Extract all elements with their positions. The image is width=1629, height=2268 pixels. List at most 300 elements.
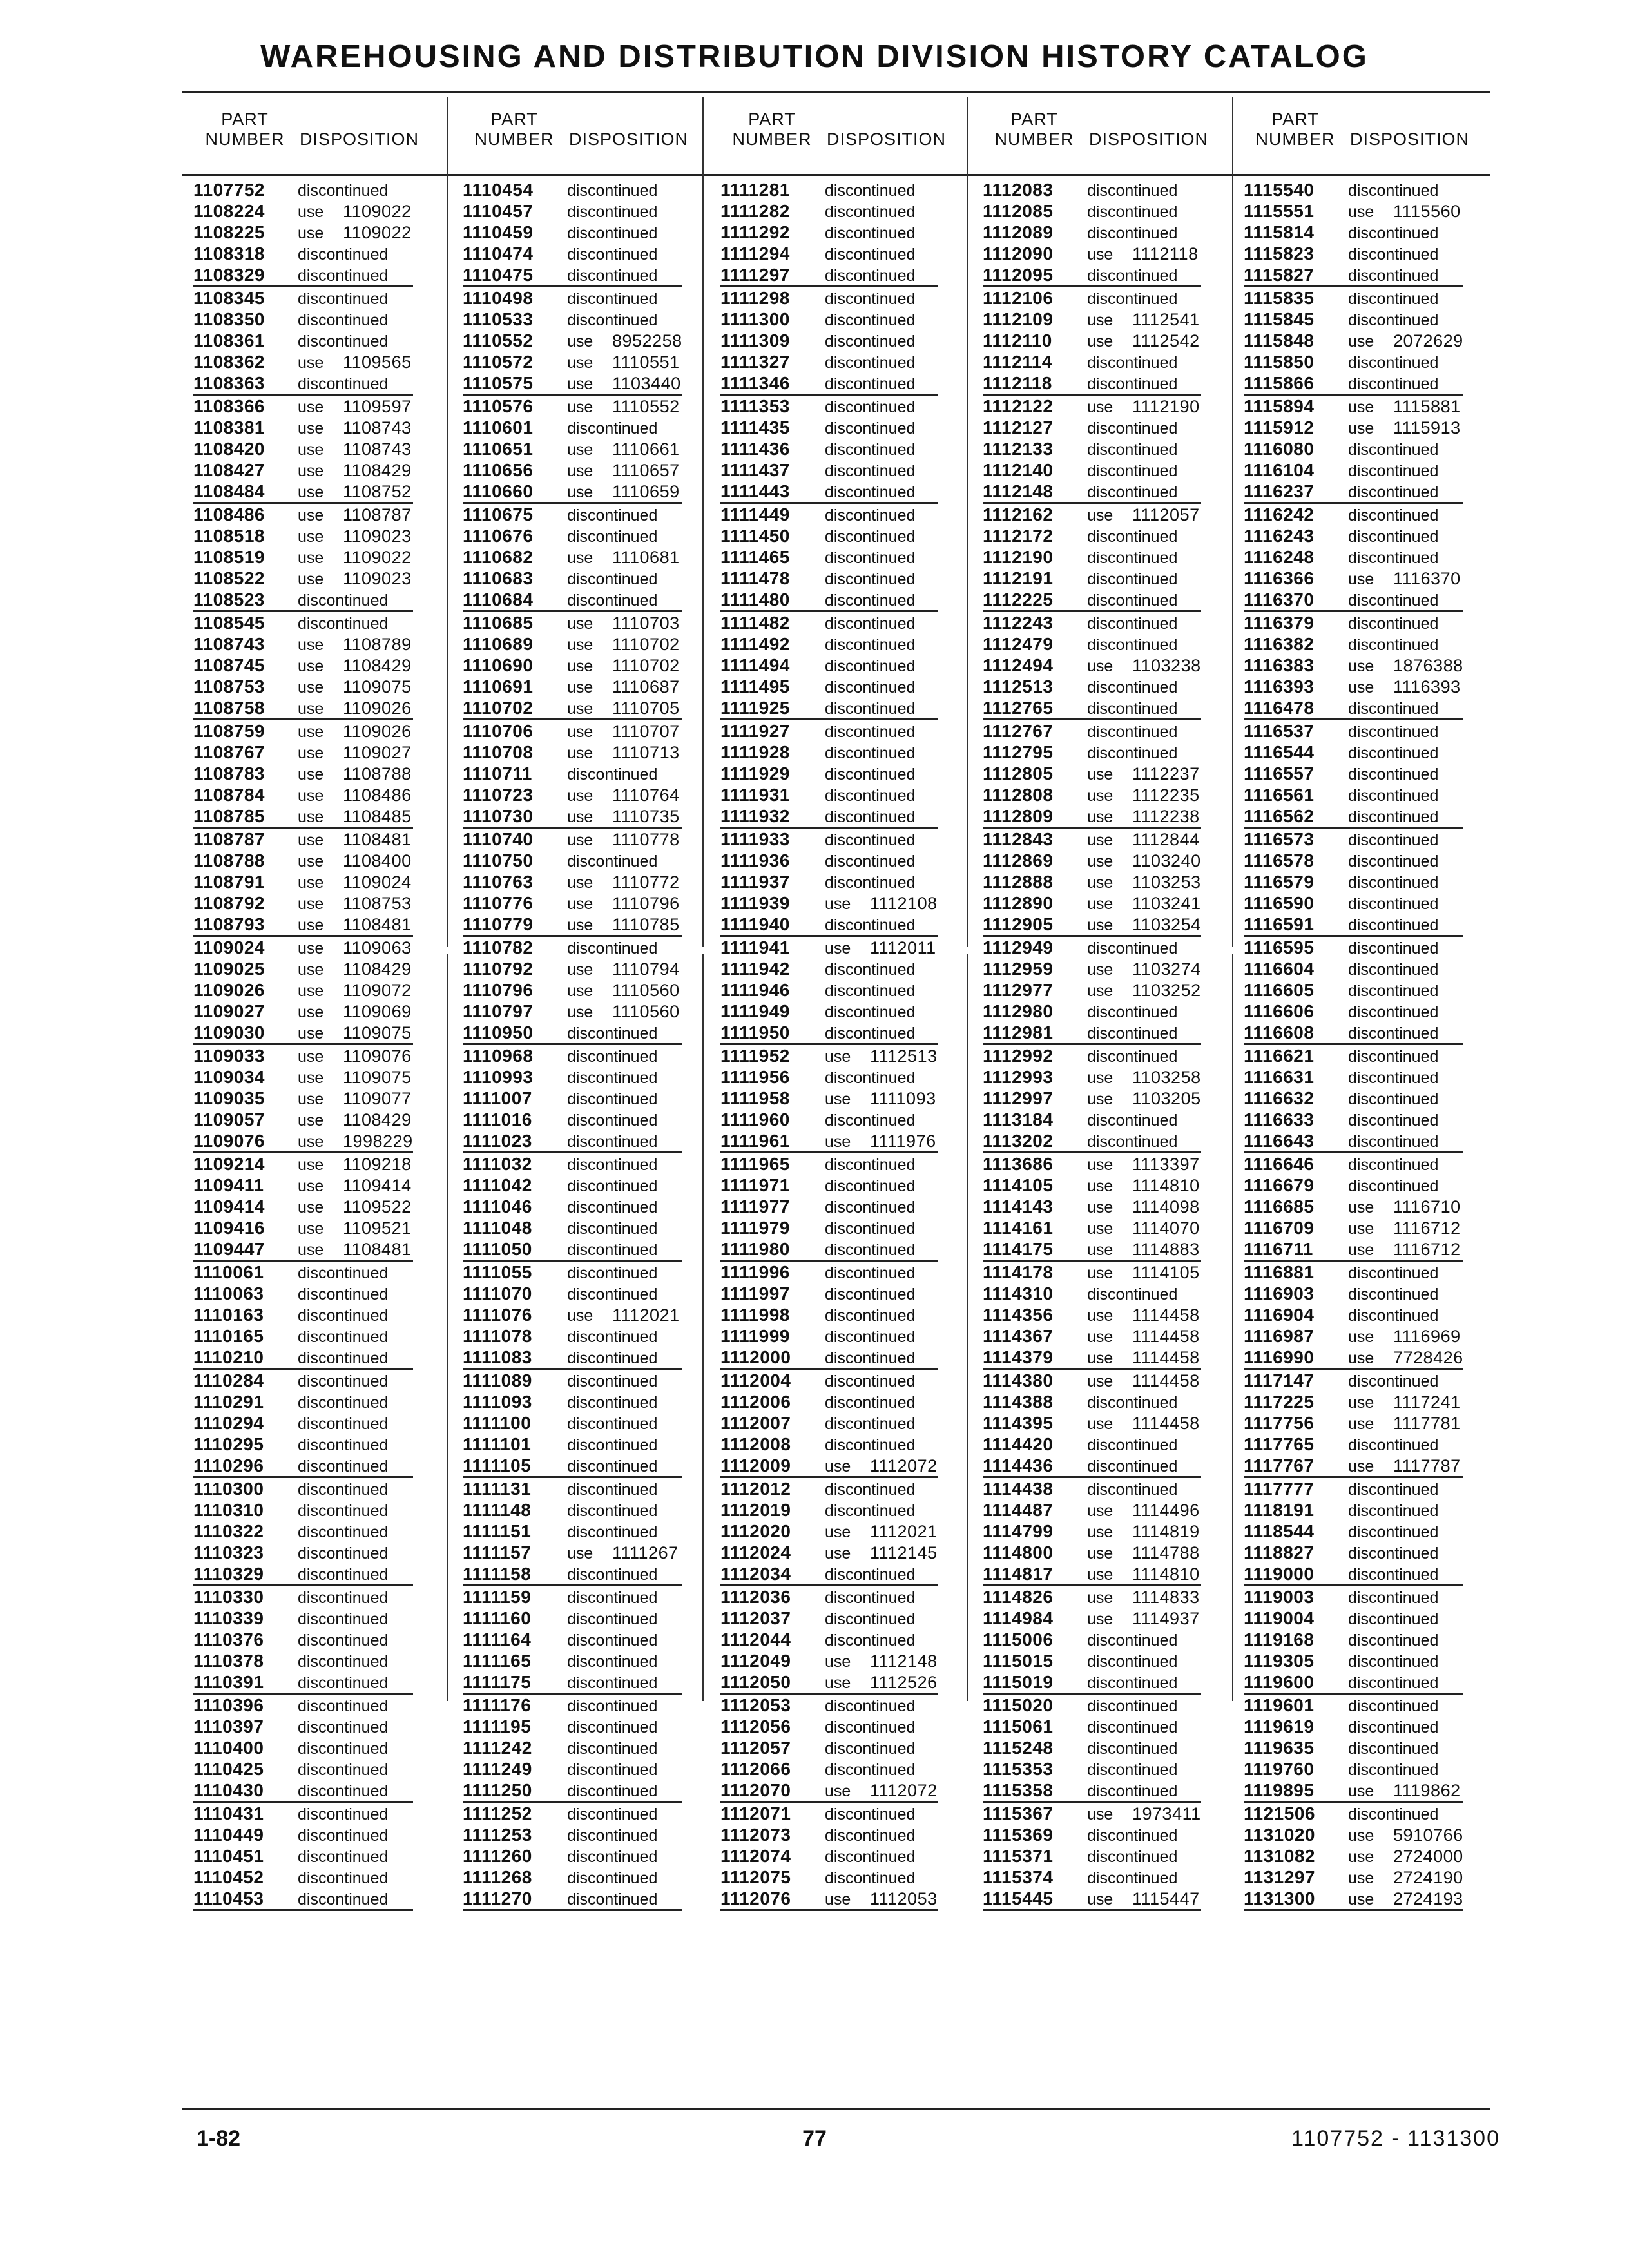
disposition: use xyxy=(1087,506,1113,524)
replacement-part: 1116712 xyxy=(1393,1240,1461,1259)
catalog-row xyxy=(983,892,1201,914)
catalog-row xyxy=(1244,396,1463,417)
disposition: discontinued xyxy=(825,787,916,805)
disposition: discontinued xyxy=(825,290,916,308)
part-number: 1112085 xyxy=(983,201,1054,221)
part-number: 1114487 xyxy=(983,1500,1054,1520)
catalog-row xyxy=(463,1716,682,1737)
part-number: 1131020 xyxy=(1244,1825,1315,1845)
catalog-row xyxy=(983,1370,1201,1391)
disposition: use xyxy=(298,916,324,934)
replacement-part: 1115560 xyxy=(1393,202,1461,221)
part-number: 1111482 xyxy=(720,613,790,633)
part-number: 1111195 xyxy=(463,1716,532,1736)
replacement-part: 1114819 xyxy=(1132,1522,1200,1541)
part-number: 1131082 xyxy=(1244,1846,1315,1866)
catalog-row xyxy=(463,1758,682,1780)
catalog-row xyxy=(983,1262,1201,1283)
part-number: 1117767 xyxy=(1244,1456,1315,1475)
part-number: 1108743 xyxy=(193,634,265,654)
catalog-row xyxy=(193,1022,413,1045)
disposition: discontinued xyxy=(825,852,916,870)
part-number: 1111042 xyxy=(463,1175,532,1195)
part-number: 1112074 xyxy=(720,1846,791,1866)
part-number: 1110796 xyxy=(463,980,534,1000)
catalog-row xyxy=(463,1888,682,1911)
disposition: discontinued xyxy=(825,1631,916,1649)
heading-part: PART xyxy=(221,110,269,129)
disposition: discontinued xyxy=(825,1156,916,1174)
disposition: discontinued xyxy=(1348,787,1439,805)
part-number: 1111494 xyxy=(720,655,790,675)
disposition: discontinued xyxy=(298,1523,389,1541)
disposition: use xyxy=(1087,245,1113,264)
part-number: 1112073 xyxy=(720,1825,791,1845)
replacement-part: 1108429 xyxy=(343,461,412,480)
catalog-row xyxy=(1244,1022,1463,1045)
replacement-part: 1112235 xyxy=(1132,785,1200,805)
catalog-row xyxy=(983,1283,1201,1304)
part-number: 1112024 xyxy=(720,1542,791,1562)
part-number: 1111478 xyxy=(720,568,790,588)
part-number: 1116591 xyxy=(1244,914,1315,934)
disposition: discontinued xyxy=(825,636,916,654)
heading-part: PART xyxy=(490,110,538,129)
catalog-row xyxy=(193,1283,413,1304)
replacement-part: 1103258 xyxy=(1132,1068,1201,1087)
part-number: 1108484 xyxy=(193,481,265,501)
part-number: 1112133 xyxy=(983,439,1054,459)
catalog-row xyxy=(193,892,413,914)
catalog-row xyxy=(983,1586,1201,1608)
disposition: use xyxy=(1087,1415,1113,1433)
part-number: 1110750 xyxy=(463,850,534,870)
disposition: use xyxy=(298,678,324,697)
replacement-part: 1110735 xyxy=(612,807,680,826)
part-number: 1111158 xyxy=(463,1564,532,1584)
replacement-part: 1108752 xyxy=(343,482,412,501)
disposition: discontinued xyxy=(1348,874,1439,892)
catalog-row xyxy=(1244,1671,1463,1695)
catalog-row xyxy=(720,1001,938,1022)
catalog-row xyxy=(983,1238,1201,1262)
part-number: 1110430 xyxy=(193,1780,264,1800)
disposition: discontinued xyxy=(825,332,916,351)
disposition: discontinued xyxy=(1348,182,1439,200)
catalog-row xyxy=(1244,979,1463,1001)
replacement-part: 1114833 xyxy=(1132,1588,1200,1607)
disposition: discontinued xyxy=(825,700,916,718)
catalog-row xyxy=(1244,1196,1463,1217)
part-number: 1112767 xyxy=(983,721,1054,741)
part-number: 1112019 xyxy=(720,1500,791,1520)
disposition: discontinued xyxy=(825,744,916,762)
replacement-part: 1114496 xyxy=(1132,1501,1200,1520)
replacement-part: 1109026 xyxy=(343,722,412,741)
disposition: use xyxy=(298,874,324,892)
disposition: use xyxy=(298,419,324,437)
part-number: 1110165 xyxy=(193,1326,264,1346)
disposition: discontinued xyxy=(567,1805,658,1823)
replacement-part: 1112238 xyxy=(1132,807,1200,826)
catalog-row xyxy=(983,937,1201,958)
part-number: 1114438 xyxy=(983,1479,1054,1499)
part-number: 1112106 xyxy=(983,288,1054,308)
catalog-row xyxy=(193,1217,413,1238)
replacement-part: 2724193 xyxy=(1393,1889,1463,1908)
disposition: discontinued xyxy=(1087,462,1178,480)
disposition: use xyxy=(567,700,593,718)
part-number: 1112034 xyxy=(720,1564,791,1584)
disposition: use xyxy=(567,916,593,934)
part-number: 1108350 xyxy=(193,309,265,329)
part-number: 1110329 xyxy=(193,1564,264,1584)
catalog-row xyxy=(193,1478,413,1499)
replacement-part: 1108788 xyxy=(343,764,412,783)
disposition: discontinued xyxy=(825,723,916,741)
catalog-row xyxy=(193,264,413,287)
part-number: 1110291 xyxy=(193,1392,264,1412)
disposition: discontinued xyxy=(298,1457,389,1475)
catalog-row xyxy=(463,1153,682,1175)
disposition: discontinued xyxy=(298,267,389,285)
part-number: 1112049 xyxy=(720,1651,791,1671)
catalog-row xyxy=(463,1478,682,1499)
part-number: 1114395 xyxy=(983,1413,1054,1433)
part-number: 1112140 xyxy=(983,460,1054,480)
disposition: discontinued xyxy=(1348,1697,1439,1715)
replacement-part: 1103274 xyxy=(1132,959,1201,979)
disposition: discontinued xyxy=(567,290,658,308)
replacement-part: 1110681 xyxy=(612,548,680,567)
catalog-row xyxy=(463,309,682,330)
disposition: discontinued xyxy=(567,765,658,783)
disposition: discontinued xyxy=(567,1653,658,1671)
catalog-row xyxy=(193,914,413,937)
part-number: 1110454 xyxy=(463,180,534,200)
disposition: use xyxy=(298,744,324,762)
part-number: 1115374 xyxy=(983,1867,1054,1887)
disposition: use xyxy=(298,700,324,718)
catalog-row xyxy=(1244,1130,1463,1153)
part-number: 1110601 xyxy=(463,418,534,437)
disposition: use xyxy=(825,1457,851,1475)
catalog-row xyxy=(1244,1845,1463,1867)
disposition: use xyxy=(298,1069,324,1087)
part-number: 1109214 xyxy=(193,1154,265,1174)
disposition: discontinued xyxy=(825,1718,916,1736)
catalog-row xyxy=(1244,1478,1463,1499)
replacement-part: 1103440 xyxy=(612,374,681,393)
disposition: discontinued xyxy=(298,182,389,200)
part-number: 1115367 xyxy=(983,1803,1054,1823)
part-number: 1116579 xyxy=(1244,872,1315,892)
catalog-row xyxy=(1244,1066,1463,1088)
disposition: discontinued xyxy=(567,1328,658,1346)
replacement-part: 1109597 xyxy=(343,397,412,416)
catalog-row xyxy=(193,179,413,200)
disposition: discontinued xyxy=(1348,1805,1439,1823)
catalog-row xyxy=(983,1608,1201,1629)
part-number: 1110706 xyxy=(463,721,534,741)
disposition: use xyxy=(1348,1198,1374,1216)
disposition: discontinued xyxy=(1087,1024,1178,1043)
catalog-row xyxy=(193,287,413,309)
catalog-row xyxy=(983,1153,1201,1175)
disposition: discontinued xyxy=(1087,636,1178,654)
catalog-row xyxy=(720,481,938,504)
replacement-part: 1112053 xyxy=(870,1889,938,1908)
catalog-row xyxy=(193,1563,413,1586)
catalog-row xyxy=(983,546,1201,568)
part-number: 1131297 xyxy=(1244,1867,1315,1887)
catalog-row xyxy=(720,1716,938,1737)
disposition: use xyxy=(567,657,593,675)
catalog-row xyxy=(720,914,938,937)
part-number: 1112981 xyxy=(983,1023,1054,1043)
part-number: 1112122 xyxy=(983,396,1054,416)
part-number: 1115019 xyxy=(983,1672,1054,1692)
catalog-row xyxy=(1244,309,1463,330)
part-number: 1116104 xyxy=(1244,460,1315,480)
disposition: use xyxy=(1087,1069,1113,1087)
replacement-part: 1119862 xyxy=(1393,1781,1461,1800)
part-number: 1110451 xyxy=(193,1846,264,1866)
disposition: use xyxy=(1087,1198,1113,1216)
disposition: use xyxy=(298,354,324,372)
part-number: 1114310 xyxy=(983,1283,1054,1303)
disposition: discontinued xyxy=(825,874,916,892)
part-number: 1111294 xyxy=(720,244,790,264)
part-number: 1111249 xyxy=(463,1759,532,1779)
catalog-row xyxy=(1244,438,1463,459)
disposition: discontinued xyxy=(1087,1782,1178,1800)
disposition: discontinued xyxy=(825,1024,916,1043)
catalog-row xyxy=(720,222,938,243)
disposition: discontinued xyxy=(1348,506,1439,524)
catalog-row xyxy=(1244,1153,1463,1175)
catalog-row xyxy=(983,1629,1201,1650)
disposition: use xyxy=(298,203,324,221)
part-number: 1115248 xyxy=(983,1738,1054,1758)
replacement-part: 1108481 xyxy=(343,915,412,934)
part-number: 1110689 xyxy=(463,634,534,654)
disposition: use xyxy=(567,982,593,1000)
disposition: discontinued xyxy=(298,1740,389,1758)
catalog-row xyxy=(463,568,682,589)
disposition: discontinued xyxy=(1087,182,1178,200)
part-number: 1116903 xyxy=(1244,1283,1315,1303)
part-number: 1108759 xyxy=(193,721,265,741)
catalog-row xyxy=(983,438,1201,459)
disposition: discontinued xyxy=(1348,483,1439,501)
catalog-row xyxy=(720,1737,938,1758)
catalog-row xyxy=(983,1412,1201,1434)
part-number: 1109027 xyxy=(193,1001,265,1021)
part-number: 1112765 xyxy=(983,698,1054,718)
catalog-row xyxy=(193,763,413,784)
disposition: discontinued xyxy=(825,678,916,697)
disposition: discontinued xyxy=(1087,203,1178,221)
disposition: discontinued xyxy=(1087,1481,1178,1499)
part-number: 1131300 xyxy=(1244,1888,1315,1908)
part-number: 1116679 xyxy=(1244,1175,1315,1195)
catalog-row xyxy=(720,264,938,287)
catalog-row xyxy=(463,396,682,417)
catalog-row xyxy=(193,1695,413,1716)
disposition: discontinued xyxy=(825,1415,916,1433)
part-number: 1116633 xyxy=(1244,1110,1315,1129)
disposition: discontinued xyxy=(567,1589,658,1607)
catalog-row xyxy=(463,589,682,612)
disposition: discontinued xyxy=(567,1827,658,1845)
disposition: discontinued xyxy=(1087,1133,1178,1151)
part-number: 1111151 xyxy=(463,1521,532,1541)
replacement-part: 2724000 xyxy=(1393,1847,1463,1866)
part-number: 1111997 xyxy=(720,1283,790,1303)
disposition: discontinued xyxy=(1087,1653,1178,1671)
catalog-row xyxy=(720,1262,938,1283)
disposition: discontinued xyxy=(1348,1133,1439,1151)
disposition: use xyxy=(567,375,593,393)
catalog-row xyxy=(720,1803,938,1824)
part-number: 1119635 xyxy=(1244,1738,1315,1758)
part-number: 1112977 xyxy=(983,980,1054,1000)
replacement-part: 1112513 xyxy=(870,1046,938,1066)
catalog-row xyxy=(983,1650,1201,1671)
part-number: 1111076 xyxy=(463,1305,532,1325)
replacement-part: 1108400 xyxy=(343,851,412,870)
catalog-row xyxy=(463,1586,682,1608)
part-number: 1115353 xyxy=(983,1759,1054,1779)
replacement-part: 1103254 xyxy=(1132,915,1201,934)
catalog-row xyxy=(463,1109,682,1130)
disposition: discontinued xyxy=(825,1610,916,1628)
catalog-row xyxy=(720,829,938,850)
catalog-title: WAREHOUSING AND DISTRIBUTION DIVISION HISTORY CATALOG xyxy=(260,39,1369,74)
part-number: 1111050 xyxy=(463,1239,532,1259)
part-number: 1112089 xyxy=(983,222,1054,242)
catalog-row xyxy=(1244,697,1463,720)
part-number: 1114175 xyxy=(983,1239,1054,1259)
part-number: 1111958 xyxy=(720,1088,790,1108)
column-divider xyxy=(967,97,968,947)
part-number: 1108787 xyxy=(193,829,265,849)
disposition-heading: DISPOSITION xyxy=(827,130,947,149)
replacement-part: 1117241 xyxy=(1393,1392,1461,1412)
catalog-row xyxy=(720,1695,938,1716)
part-number: 1109076 xyxy=(193,1131,265,1151)
part-number: 1111492 xyxy=(720,634,790,654)
disposition: discontinued xyxy=(298,1589,389,1607)
disposition: discontinued xyxy=(1087,615,1178,633)
disposition: discontinued xyxy=(567,1890,658,1908)
disposition: discontinued xyxy=(1348,441,1439,459)
replacement-part: 7728426 xyxy=(1393,1348,1463,1367)
replacement-part: 1109023 xyxy=(343,569,412,588)
catalog-row xyxy=(720,1130,938,1153)
disposition: use xyxy=(1087,916,1113,934)
part-number: 1112243 xyxy=(983,613,1054,633)
part-number: 1112172 xyxy=(983,526,1054,546)
disposition: discontinued xyxy=(567,1177,658,1195)
part-number: 1111435 xyxy=(720,418,790,437)
catalog-row xyxy=(193,742,413,763)
part-number: 1108522 xyxy=(193,568,265,588)
disposition: discontinued xyxy=(567,1502,658,1520)
part-number: 1119004 xyxy=(1244,1608,1315,1628)
replacement-part: 1110794 xyxy=(612,959,680,979)
disposition: discontinued xyxy=(825,591,916,610)
replacement-part: 1112526 xyxy=(870,1673,938,1692)
disposition: use xyxy=(1087,982,1113,1000)
part-number: 1115551 xyxy=(1244,201,1315,221)
disposition: use xyxy=(567,961,593,979)
disposition: discontinued xyxy=(825,1566,916,1584)
disposition: use xyxy=(567,441,593,459)
part-number: 1114379 xyxy=(983,1347,1054,1367)
replacement-part: 1110764 xyxy=(612,785,680,805)
catalog-row xyxy=(1244,1238,1463,1262)
part-number: 1112050 xyxy=(720,1672,791,1692)
part-number: 1112036 xyxy=(720,1587,791,1607)
part-number: 1116557 xyxy=(1244,764,1315,783)
catalog-row xyxy=(1244,1629,1463,1650)
part-number: 1115358 xyxy=(983,1780,1054,1800)
disposition: discontinued xyxy=(825,1394,916,1412)
catalog-row xyxy=(463,1370,682,1391)
part-number: 1108224 xyxy=(193,201,265,221)
part-number: 1110740 xyxy=(463,829,534,849)
part-number: 1110797 xyxy=(463,1001,534,1021)
part-number: 1112162 xyxy=(983,505,1054,524)
disposition: discontinued xyxy=(825,570,916,588)
disposition: discontinued xyxy=(567,1436,658,1454)
catalog-row xyxy=(463,222,682,243)
heading-number: NUMBER xyxy=(1255,130,1335,149)
replacement-part: 1112118 xyxy=(1132,244,1199,264)
disposition: discontinued xyxy=(825,831,916,849)
catalog-row xyxy=(720,1650,938,1671)
disposition: discontinued xyxy=(825,398,916,416)
catalog-row xyxy=(1244,871,1463,892)
part-number: 1111260 xyxy=(463,1846,532,1866)
disposition: use xyxy=(567,874,593,892)
disposition: discontinued xyxy=(1348,311,1439,329)
disposition: discontinued xyxy=(1348,1177,1439,1195)
catalog-row xyxy=(1244,1175,1463,1196)
catalog-row xyxy=(720,1780,938,1803)
disposition: discontinued xyxy=(298,615,389,633)
replacement-part: 1116710 xyxy=(1393,1197,1461,1216)
part-number: 1114105 xyxy=(983,1175,1054,1195)
replacement-part: 1114458 xyxy=(1132,1371,1200,1390)
disposition: discontinued xyxy=(825,1589,916,1607)
column-divider xyxy=(447,97,448,947)
part-number: 1110572 xyxy=(463,352,534,372)
disposition: discontinued xyxy=(1348,1674,1439,1692)
part-number: 1119760 xyxy=(1244,1759,1315,1779)
disposition: use xyxy=(1348,1394,1374,1412)
catalog-column xyxy=(720,179,938,1911)
column-divider xyxy=(702,97,704,947)
catalog-row xyxy=(463,1824,682,1845)
catalog-row xyxy=(1244,1824,1463,1845)
replacement-part: 1112145 xyxy=(870,1543,938,1562)
part-number-heading xyxy=(720,110,824,149)
disposition: discontinued xyxy=(567,1024,658,1043)
disposition: discontinued xyxy=(1087,591,1178,610)
